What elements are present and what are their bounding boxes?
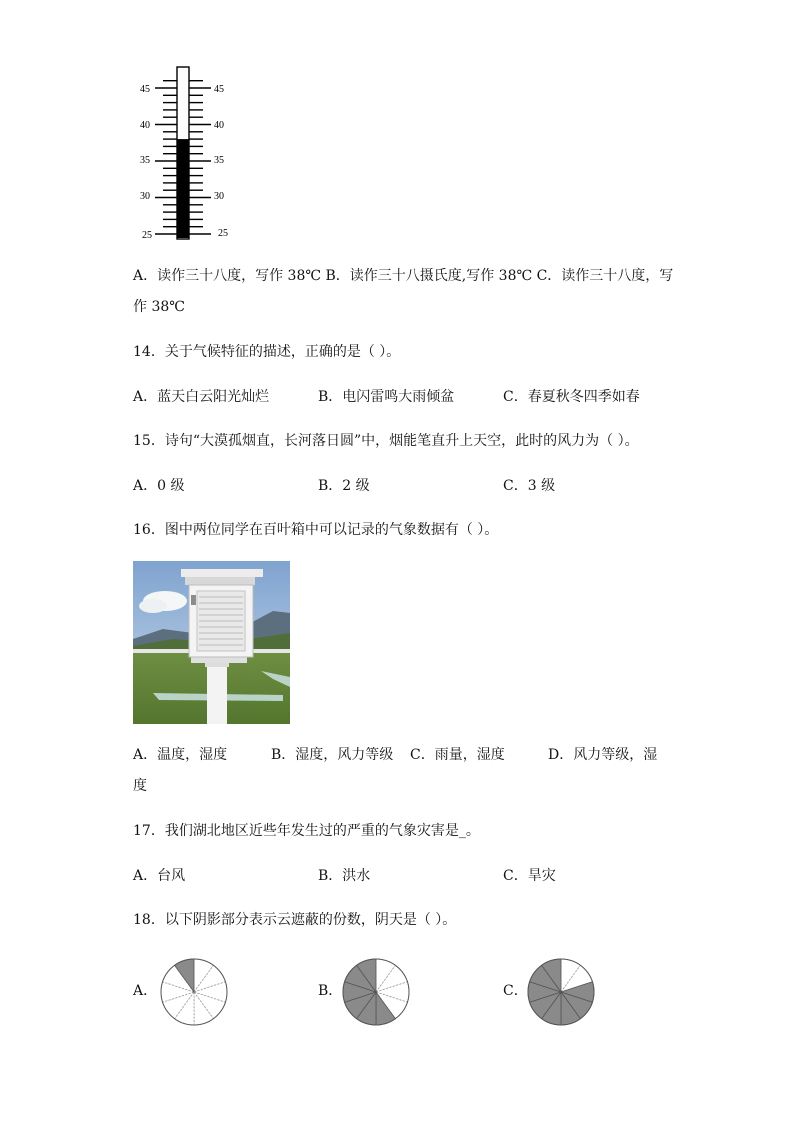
q15-question: 15．诗句“大漠孤烟直，长河落日圆”中，烟能笔直升上天空，此时的风力为（ ）。 <box>133 433 639 449</box>
thermometer-right-label-25: 25 <box>218 228 228 239</box>
q17-option-b[interactable]: B．洪水 <box>318 868 371 884</box>
q14-option-b[interactable]: B．电闪雷鸣大雨倾盆 <box>318 389 455 405</box>
q16-option-c[interactable]: C．雨量，湿度 <box>410 747 505 763</box>
q13-options-line2: 作 38℃ <box>133 299 185 315</box>
q18-option-a-pie <box>158 956 230 1028</box>
thermometer-figure <box>130 62 240 247</box>
thermometer-scale <box>155 67 211 239</box>
q13-options-line1: A．读作三十八度，写作 38℃ B．读作三十八摄氏度,写作 38℃ C．读作三十八度，写 <box>133 268 674 284</box>
thermometer-right-label-40: 40 <box>214 120 224 131</box>
q17-question: 17．我们湖北地区近些年发生过的严重的气象灾害是_。 <box>133 823 480 839</box>
q16-option-d[interactable]: D．风力等级，湿 <box>548 747 658 763</box>
q16-question: 16．图中两位同学在百叶箱中可以记录的气象数据有（ ）。 <box>133 522 499 538</box>
thermometer-left-label-30: 30 <box>140 191 150 202</box>
thermometer-left-label-35: 35 <box>140 155 150 166</box>
q18-option-a-label[interactable]: A． <box>133 983 158 999</box>
q18-option-b-label[interactable]: B． <box>318 983 343 999</box>
q17-option-c[interactable]: C．旱灾 <box>503 868 556 884</box>
thermometer-right-label-30: 30 <box>214 191 224 202</box>
thermometer-liquid <box>177 139 189 238</box>
thermometer-left-label-25: 25 <box>142 230 152 241</box>
q15-option-b[interactable]: B．2 级 <box>318 478 370 494</box>
thermometer-right-label-45: 45 <box>214 84 224 95</box>
thermometer-right-label-35: 35 <box>214 155 224 166</box>
thermometer-left-label-45: 45 <box>140 84 150 95</box>
q18-question: 18．以下阴影部分表示云遮蔽的份数，阴天是（ ）。 <box>133 912 457 928</box>
q17-option-a[interactable]: A．台风 <box>133 868 186 884</box>
q18-option-c-pie <box>525 956 597 1028</box>
thermometer-left-label-40: 40 <box>140 120 150 131</box>
q14-question: 14．关于气候特征的描述，正确的是（ ）。 <box>133 344 401 360</box>
q16-option-a[interactable]: A．温度，湿度 <box>133 747 228 763</box>
q16-option-b[interactable]: B．湿度，风力等级 <box>271 747 394 763</box>
q15-option-c[interactable]: C．3 级 <box>503 478 556 494</box>
stevenson-screen-photo <box>133 561 290 724</box>
q14-option-c[interactable]: C．春夏秋冬四季如春 <box>503 389 640 405</box>
q16-option-d-continued: 度 <box>133 778 147 794</box>
q18-option-c-label[interactable]: C． <box>503 983 528 999</box>
q18-option-b-pie <box>340 956 412 1028</box>
q15-option-a[interactable]: A．0 级 <box>133 478 185 494</box>
q14-option-a[interactable]: A．蓝天白云阳光灿烂 <box>133 389 270 405</box>
